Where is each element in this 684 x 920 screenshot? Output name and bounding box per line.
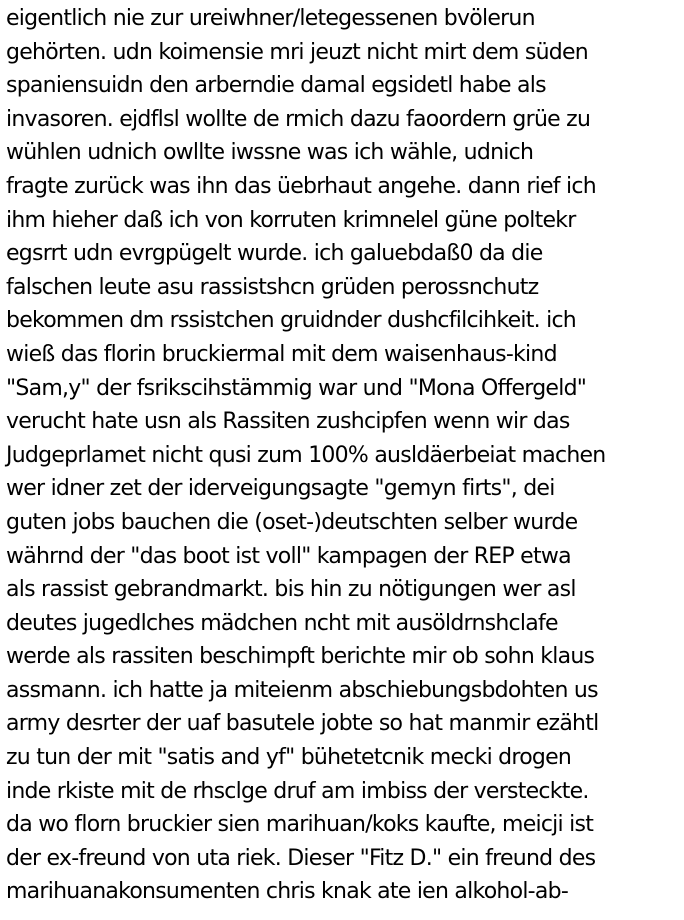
text-line: bekommen dm rssistchen gruidnder dushcfilcihkeit. ich: [6, 308, 576, 334]
text-line: "Sam,y" der fsrikscihstämmig war und "Mona Offergeld": [6, 375, 587, 401]
text-line: der ex-freund von uta riek. Dieser "Fitz D." ein freund des: [6, 845, 596, 871]
text-line: wer idner zet der iderveigungsagte "gemyn firts", dei: [6, 476, 555, 502]
text-line: falschen leute asu rassistshcn grüden perossnchutz: [6, 274, 539, 300]
text-line: wieß das florin bruckiermal mit dem waisenhaus-kind: [6, 341, 557, 367]
text-line: werde als rassiten beschimpft berichte mir ob sohn klaus: [6, 644, 595, 670]
text-line: gehörten. udn koimensie mri jeuzt nicht mirt dem süden: [6, 39, 588, 65]
text-line: assmann. ich hatte ja miteienm abschiebungsbdohten us: [6, 677, 598, 703]
text-line: ihm hieher daß ich von korruten krimnelel güne poltekr: [6, 207, 576, 233]
text-line: deutes jugedlches mädchen ncht mit ausöldrnshclafe: [6, 610, 558, 636]
text-line: da wo florn bruckier sien marihuan/koks kaufte, meicji ist: [6, 812, 594, 838]
text-line: invasoren. ejdflsl wollte de rmich dazu faoordern grüe zu: [6, 106, 591, 132]
text-line: spaniensuidn den arberndie damal egsidetl habe als: [6, 73, 546, 99]
text-line: egsrrt udn evrgpügelt wurde. ich galuebdaß0 da die: [6, 241, 543, 267]
text-line: inde rkiste mit de rhsclge druf am imbiss der versteckte.: [6, 778, 589, 804]
text-line: army desrter der uaf basutele jobte so hat manmir ezähtl: [6, 711, 599, 737]
text-line: Judgeprlamet nicht qusi zum 100% ausldäerbeiat machen: [6, 442, 606, 468]
text-line: wühlen udnich owllte iwssne was ich wähle, udnich: [6, 140, 534, 166]
text-line: zu tun der mit "satis and yf" bühetetcnik mecki drogen: [6, 745, 572, 771]
text-line: als rassist gebrandmarkt. bis hin zu nötigungen wer asl: [6, 577, 576, 603]
text-line: guten jobs bauchen die (oset-)deutschten selber wurde: [6, 509, 578, 535]
document-text: [6, 2, 682, 909]
text-line: eigentlich nie zur ureiwhner/letegessenen bvölerun: [6, 6, 535, 31]
text-line: währnd der "das boot ist voll" kampagen der REP etwa: [6, 543, 571, 569]
text-line: verucht hate usn als Rassiten zushcipfen wenn wir das: [6, 409, 570, 435]
text-line: marihuanakonsumenten chris knak ate ien alkohol-ab-: [6, 879, 569, 905]
text-line: fragte zurück was ihn das üebrhaut angehe. dann rief ich: [6, 173, 596, 199]
